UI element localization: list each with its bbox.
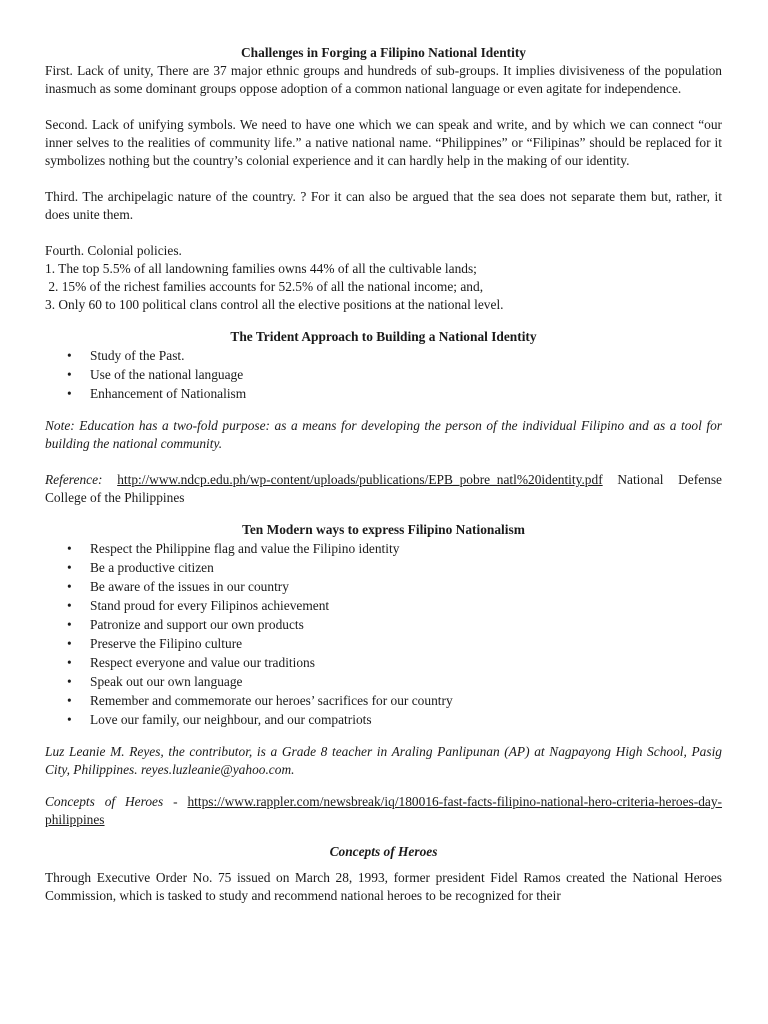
bullet-icon: • [67,655,72,670]
note-paragraph: Note: Education has a two-fold purpose: as a means for developing the person of the individual Filipino and as a tool for building the national community. [45,418,722,451]
bullet-icon: • [67,693,72,708]
reference-link[interactable]: http://www.ndcp.edu.ph/wp-content/uploads/publications/EPB_pobre_natl%20identity.pdf [117,472,603,487]
policy-item: 1. The top 5.5% of all landowning families owns 44% of all the cultivable lands; [45,261,477,276]
list-item: • Enhancement of Nationalism [67,386,247,401]
list-item: • Study of the Past. [67,348,185,363]
concepts-separator: - [163,794,188,809]
nationalism-list [45,539,722,729]
contributor-paragraph: Luz Leanie M. Reyes, the contributor, is a Grade 8 teacher in Araling Panlipunan (AP) at Nagpayong High School, Pasig City, Philippines. reyes.luzleanie@yahoo.com. [45,744,722,777]
bullet-icon: • [67,598,72,613]
list-item: • Be a productive citizen [67,560,214,575]
bullet-icon: • [67,579,72,594]
list-item: • Remember and commemorate our heroes’ sacrifices for our country [67,693,453,708]
list-item: • Respect the Philippine flag and value the Filipino identity [67,541,400,556]
paragraph-first: First. Lack of unity, There are 37 major ethnic groups and hundreds of sub-groups. It implies divisiveness of the population inasmuch as some dominant groups oppose adoption of a common national language or even agitate for independence. [45,63,722,96]
heading-trident: The Trident Approach to Building a National Identity [230,329,537,344]
reference-source: National Defense College of the Philippines [45,472,722,505]
heading-challenges: Challenges in Forging a Filipino National Identity [241,45,526,60]
policy-item: 3. Only 60 to 100 political clans control all the elective positions at the national level. [45,297,504,312]
list-item: • Use of the national language [67,367,244,382]
concepts-link[interactable]: https://www.rappler.com/newsbreak/iq/180016-fast-facts-filipino-national-hero-criteria-heroes-day-philippines [45,794,723,827]
list-item: • Speak out our own language [67,674,243,689]
heading-modern-ways: Ten Modern ways to express Filipino Nationalism [242,522,525,537]
list-item: • Patronize and support our own products [67,617,304,632]
bullet-icon: • [67,348,72,363]
bullet-icon: • [67,674,72,689]
paragraph-fourth: Fourth. Colonial policies. [45,243,182,258]
policy-item: 2. 15% of the richest families accounts for 52.5% of all the national income; and, [45,279,484,294]
paragraph-second: Second. Lack of unifying symbols. We need to have one which we can speak and write, and by which we can connect “our inner selves to the realities of community life.” a native national name. “Philippines” or “Filipinas” should be replaced for it symbolizes nothing but the country’s colonial experience and it can hardly help in the making of our identity. [45,117,722,168]
reference-label: Reference: [45,472,103,487]
bullet-icon: • [67,386,72,401]
bullet-icon: • [67,560,72,575]
list-item: • Be aware of the issues in our country [67,579,289,594]
policy-list [45,260,722,314]
paragraph-third: Third. The archipelagic nature of the country. ? For it can also be argued that the sea does not separate them but, rather, it does unite them. [45,189,722,222]
paragraph-heroes-body: Through Executive Order No. 75 issued on March 28, 1993, former president Fidel Ramos created the National Heroes Commission, which is tasked to study and recommend national heroes to be recognized for their [45,870,722,903]
bullet-icon: • [67,636,72,651]
bullet-icon: • [67,712,72,727]
list-item: • Love our family, our neighbour, and our compatriots [67,712,372,727]
bullet-icon: • [67,617,72,632]
list-item: • Stand proud for every Filipinos achievement [67,598,330,613]
bullet-icon: • [67,367,72,382]
concepts-label: Concepts of Heroes [45,794,164,809]
concepts-link-paragraph [45,793,722,829]
reference-paragraph [45,471,722,507]
heading-concepts-of-heroes: Concepts of Heroes [329,844,438,859]
list-item: • Respect everyone and value our traditions [67,655,315,670]
trident-list [45,346,722,403]
list-item: • Preserve the Filipino culture [67,636,243,651]
bullet-icon: • [67,541,72,556]
